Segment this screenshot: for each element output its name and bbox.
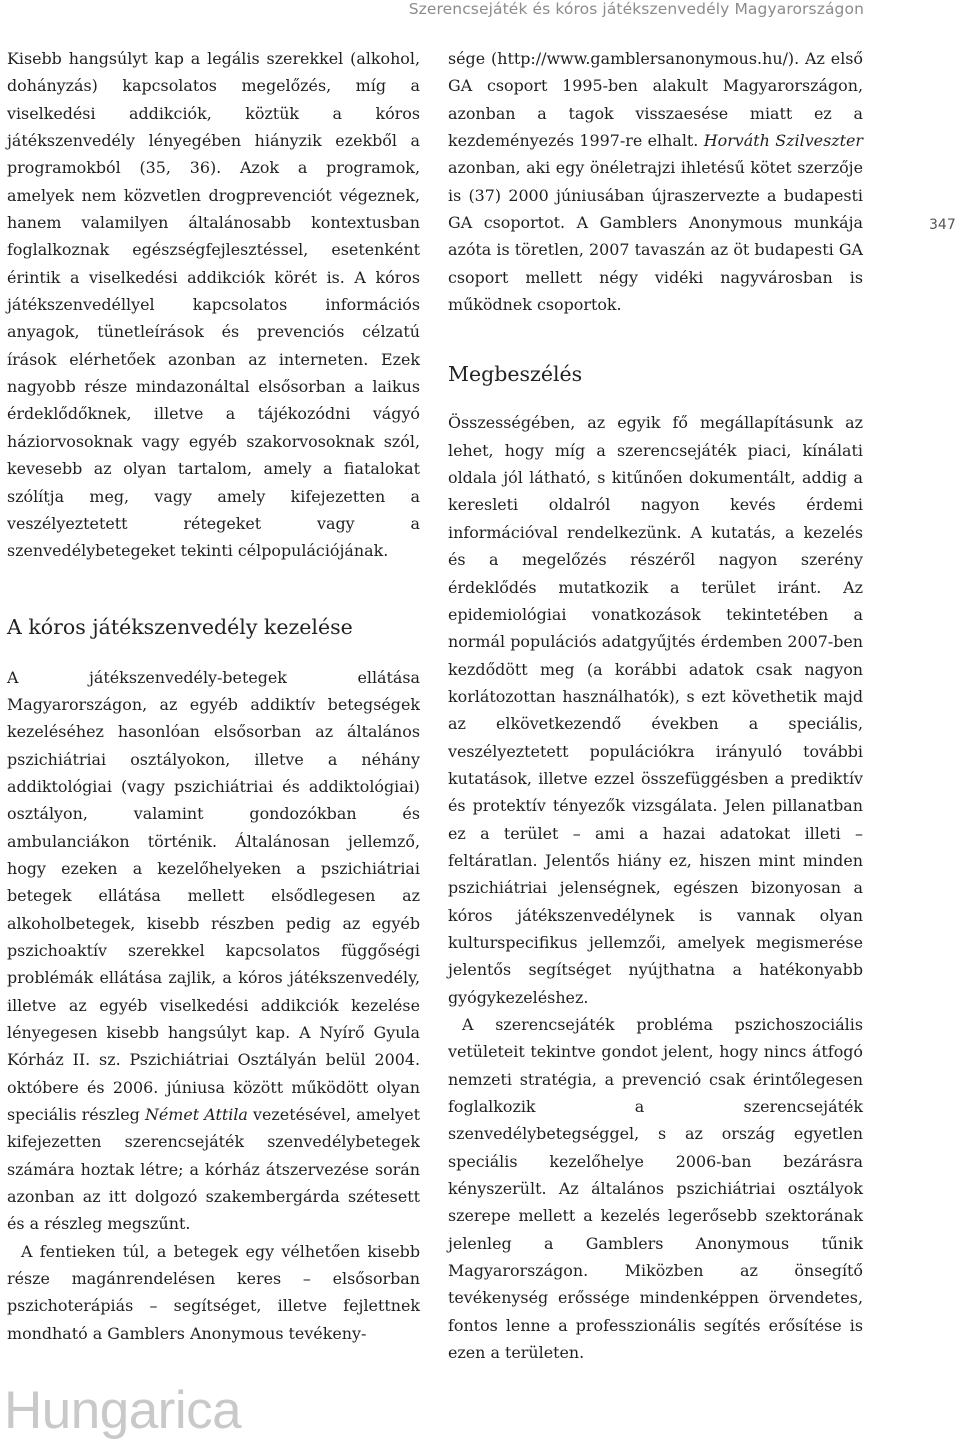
paragraph-treatment-text-a: A játékszenvedély-betegek ellátása Magyarországon, az egyéb addiktív betegségek kezeléséhez hasonlóan elsősorban az általános pszichiátriai osztályokon, illetve a néhány addiktológiai (vagy pszichiátriai és addiktológiai) osztályon, valamint gondozókban és ambulanciákon történik. Általánosan jellemző, hogy ezeken a kezelőhelyeken a pszichiátriai betegek ellátása mellett elsődlegesen az alkoholbetegek, kisebb részben pedig az egyéb pszichoaktív szerekkel kapcsolatos függőségi problémák ellátása zajlik, a kóros játékszenvedély, illetve az egyéb viselkedési addikciók kezelése lényegesen kisebb hangsúlyt kap. A Nyírő Gyula Kórház II. sz. Pszichiátriai Osztályán belül 2004. októbere és 2006. júniusa között működött olyan speciális részleg xyxy=(7,667,420,1125)
paragraph-discussion-summary: Összességében, az egyik fő megállapításunk az lehet, hogy míg a szerencsejáték piaci, kínálati oldala jól látható, s kitűnően dokumentált, addig a keresleti oldalról nagyon kevés érdemi információval rendelkezünk. A kutatás, a kezelés és a megelőzés részéről nagyon szerény érdeklődés mutatkozik a terület iránt. Az epidemiológiai vonatkozások tekintetében a normál populációs adatgyűjtés érdemben 2007-ben kezdődött meg (a korábbi adatok csak nagyon korlátozottan használhatók), s ezt követhetik majd az elkövetkezendő években a speciális, veszélyeztetett populációkra irányuló további kutatások, illetve ezzel összefüggésben a prediktív és protektív tényezők vizsgálata. Jelen pillanatban ez a terület – ami a hazai adatokat illeti – feltáratlan. Jelentős hiány ez, hiszen mint minden pszichiátriai jelenségnek, egészen bizonyosan a kóros játékszenvedélynek is vannak olyan kulturspecifikus jellemzői, amelyek megismerése jelentős segítséget nyújthatna a hatékonyabb gyógykezeléshez. xyxy=(448,413,863,1007)
page-number: 347 xyxy=(929,217,956,233)
paragraph-private-care: A fentieken túl, a betegek egy vélhetően kisebb része magánrendelésen keres – elsősorban pszichoterápiás – segítséget, illetve fejlettnek mondható a Gamblers Anonymous tevékeny- xyxy=(7,1241,420,1343)
paragraph-gamblers-anonymous xyxy=(448,45,863,318)
section-heading-discussion: Megbeszélés xyxy=(448,362,583,387)
paragraph-ga-text-a: sége (http://www.gamblersanonymous.hu/). Az első GA csoport 1995-ben alakult Magyarországon, azonban a tagok visszaesése miatt ez a kezdeményezés 1997-re elhalt. xyxy=(448,49,863,151)
left-column xyxy=(7,45,420,1347)
paragraph-treatment xyxy=(7,664,420,1238)
paragraph-ga-text-b: azonban, aki egy önéletrajzi ihletésű kötet szerzője is (37) 2000 júniusában újraszervezte a budapesti GA csoportot. A Gamblers Anonymous munkája azóta is töretlen, 2007 tavaszán az öt budapesti GA csoport mellett négy vidéki nagyvárosban is működnek csoportok. xyxy=(448,158,863,315)
paragraph-psychosocial: A szerencsejáték probléma pszichoszociális vetületeit tekintve gondot jelent, hogy nincs átfogó nemzeti stratégia, a prevenció csak érintőlegesen foglalkozik a szerencsejáték szenvedélybetegséggel, s az ország egyetlen speciális kezelőhelye 2006-ban bezárásra kényszerült. Az általános pszichiátriai osztályok szerepe mellett a kezelés legerősebb szektorának jelenleg a Gamblers Anonymous tűnik Magyarországon. Miközben az önsegítő tevékenység erőssége mindenképpen örvendetes, fontos lenne a professzionális segítés erősítése is ezen a területen. xyxy=(448,1015,863,1363)
paragraph-treatment-text-b: vezetésével, amelyet kifejezetten szerencsejáték szenvedélybetegek számára hoztak létre; a kórház átszervezése során azonban az itt dolgozó szakembergárda szétesett és a részleg megszűnt. xyxy=(7,1105,421,1234)
person-name-nemet-attila: Német Attila xyxy=(144,1105,248,1125)
right-column xyxy=(448,45,863,1366)
section-heading-treatment: A kóros játékszenvedély kezelése xyxy=(7,614,353,639)
paragraph-prevention-programs: Kisebb hangsúlyt kap a legális szerekkel (alkohol, dohányzás) kapcsolatos megelőzés, míg a viselkedési addikciók, köztük a kóros játékszenvedély lényegében hiányzik ezekből a programokból (35, 36). Azok a programok, amelyek nem közvetlen drogprevenciót végeznek, hanem valamilyen általánosabb kontextusban foglalkoznak egészségfejlesztéssel, esetenként érintik a viselkedési addikciók körét is. A kóros játékszenvedéllyel kapcsolatos információs anyagok, tünetleírások és prevenciós célzatú írások elérhetőek azonban az interneten. Ezek nagyobb része mindazonáltal elsősorban a laikus érdeklődőknek, illetve a tájékozódni vágyó háziorvosoknak vagy egyéb szakorvosoknak szól, kevesebb az olyan tartalom, amely a fiatalokat szólítja meg, vagy amely kifejezetten a veszélyeztetett rétegeket vagy a szenvedélybetegeket tekinti célpopulációjának. xyxy=(7,49,420,561)
person-name-horvath-szilveszter: Horváth Szilveszter xyxy=(703,131,863,151)
running-head: Szerencsejáték és kóros játékszenvedély Magyarországon xyxy=(408,0,864,18)
journal-logo: Hungarica xyxy=(4,1381,242,1440)
